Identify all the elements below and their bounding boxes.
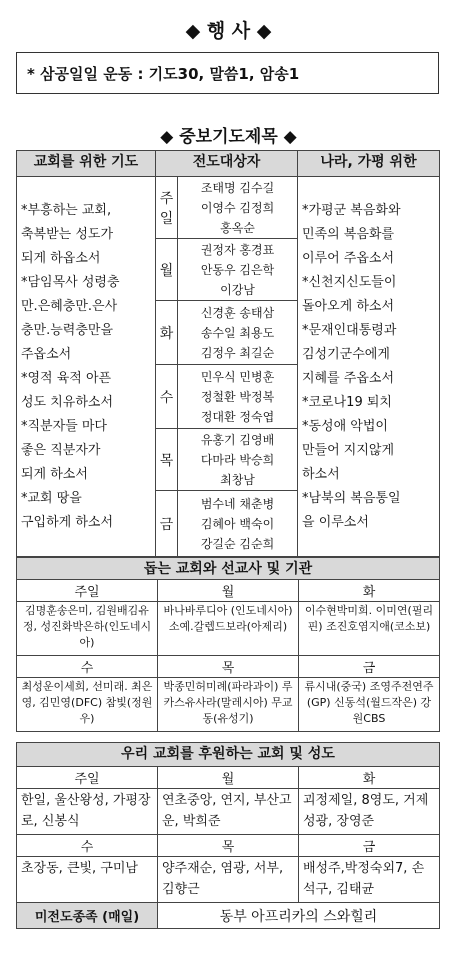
mission-day: 금: [299, 656, 440, 678]
unreached-value: 동부 아프리카의 스와힐리: [158, 903, 440, 929]
target-names: 조태명 김수길 이영수 김정희 홍옥순: [178, 177, 298, 239]
supporter-cell: 양주재순, 염광, 서부, 김향근: [158, 857, 299, 903]
supporter-cell: 괴정제일, 8영도, 거제성광, 장영준: [299, 789, 440, 835]
target-names: 유홍기 김영배 다마라 박승희 최창남: [178, 429, 298, 491]
events-title: ◆ 행 사 ◆: [185, 20, 272, 42]
supporter-day: 화: [299, 767, 440, 789]
mission-cell: 최성운이세희, 선미래. 최은영, 김민영(DFC) 참빛(정원우): [17, 678, 158, 732]
target-day: 주일: [156, 177, 178, 239]
header-nation: 나라, 가평 위한: [298, 151, 440, 177]
missions-title: 돕는 교회와 선교사 및 기관: [17, 558, 440, 580]
mission-day: 주일: [17, 580, 158, 602]
mission-cell: 김명훈송은미, 김원배김유정, 성진화박은하(인도네시아): [17, 602, 158, 656]
supporter-day: 목: [158, 835, 299, 857]
target-day: 화: [156, 301, 178, 365]
prayer-title: ◆ 중보기도제목 ◆: [160, 127, 297, 147]
mission-cell: 이수현박미희. 이미연(필리핀) 조진호염지애(코소보): [299, 602, 440, 656]
nation-prayer-list: *가평군 복음화와 민족의 복음화를 이루어 주옵소서 *신천지신도들이 돌아오게 하소서 *문재인대통령과 김성기군수에게 지혜를 주옵소서 *코로나19 퇴치 *동성애 악법이 만들어 지지않게 하소서 *남북의 복음통일 을 이루소서: [298, 177, 440, 557]
target-day: 수: [156, 365, 178, 429]
supporter-day: 금: [299, 835, 440, 857]
supporters-title: 우리 교회를 후원하는 교회 및 성도: [17, 743, 440, 767]
header-targets: 전도대상자: [156, 151, 298, 177]
header-church: 교회를 위한 기도: [17, 151, 156, 177]
mission-cell: 박종민허미례(파라과이) 루카스유사라(말레시아) 무교동(유성기): [158, 678, 299, 732]
supporter-day: 수: [17, 835, 158, 857]
unreached-label: 미전도종족 (매일): [17, 903, 158, 929]
church-prayer-list: *부흥하는 교회, 축복받는 성도가 되게 하옵소서 *담임목사 성령충 만.은혜충만.은사 충만.능력충만을 주옵소서 *영적 육적 아픈 성도 치유하소서 *직분자들 마다 좋은 직분자가 되게 하소서 *교회 땅을 구입하게 하소서: [17, 177, 156, 557]
mission-day: 수: [17, 656, 158, 678]
target-day: 목: [156, 429, 178, 491]
prayer-table: [16, 150, 440, 557]
supporter-cell: 한일, 울산왕성, 가평장로, 신봉식: [17, 789, 158, 835]
supporter-cell: 배성주,박정숙외7, 손석구, 김태균: [299, 857, 440, 903]
mission-day: 목: [158, 656, 299, 678]
mission-cell: 바나바루디아 (인도네시아) 소예.갈렙드보라(아제리): [158, 602, 299, 656]
supporter-cell: 연초중앙, 연지, 부산고운, 박희준: [158, 789, 299, 835]
target-day: 월: [156, 239, 178, 301]
mission-cell: 류시내(중국) 조영주전연주(GP) 신동석(월드작은) 강원CBS: [299, 678, 440, 732]
mission-day: 화: [299, 580, 440, 602]
events-box: [16, 52, 439, 94]
supporters-table: [16, 742, 440, 929]
target-names: 권정자 홍경표 안동우 김은학 이강남: [178, 239, 298, 301]
target-day: 금: [156, 491, 178, 557]
target-names: 범수네 채춘병 김혜아 백숙이 강길순 김순희: [178, 491, 298, 557]
mission-day: 월: [158, 580, 299, 602]
supporter-day: 주일: [17, 767, 158, 789]
missions-table: [16, 557, 440, 732]
target-names: 민우식 민병훈 정철환 박정복 정대환 정숙엽: [178, 365, 298, 429]
supporter-cell: 초장동, 큰빛, 구미남: [17, 857, 158, 903]
events-line: * 삼공일일 운동 : 기도30, 말씀1, 암송1: [27, 65, 300, 83]
target-names: 신경훈 송태삼 송수일 최용도 김정우 최길순: [178, 301, 298, 365]
supporter-day: 월: [158, 767, 299, 789]
